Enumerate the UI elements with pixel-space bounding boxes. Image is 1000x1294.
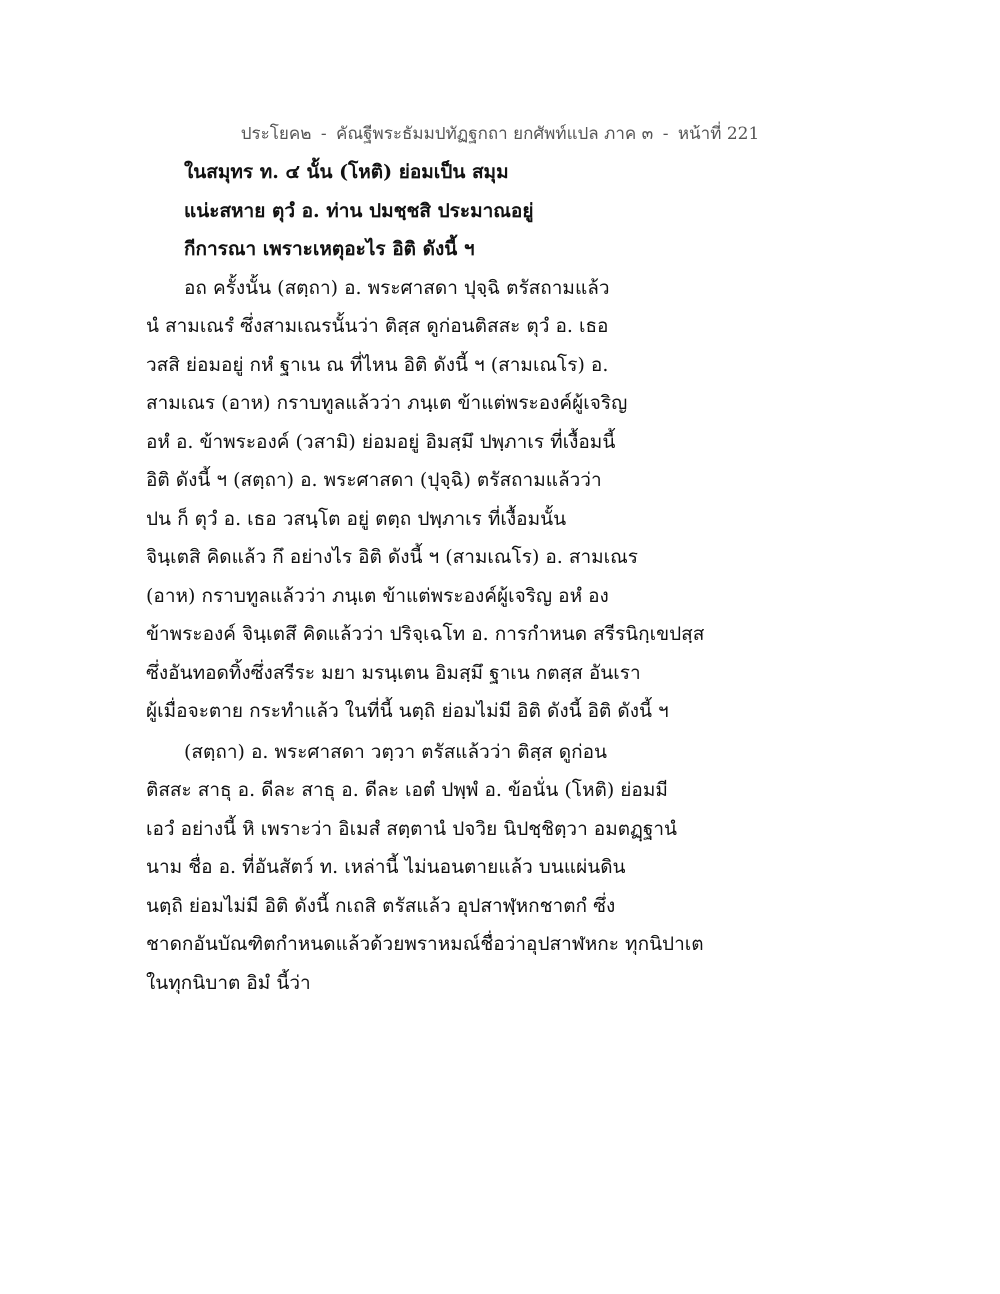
text-line: สามเณร (อาห) กราบทูลแล้วว่า ภนฺเต ข้าแต่พระองค์ผู้เจริญ <box>146 392 628 414</box>
text-line: ซึ่งอันทอดทิ้งซึ่งสรีระ มยา มรนฺเตน อิมสฺมึ ฐาเน กตสฺส อันเรา <box>146 661 641 684</box>
text-line: อิติ ดังนี้ ฯ (สตฺถา) อ. พระศาสดา (ปุจฺฉิ) ตรัสถามแล้วว่า <box>146 469 602 491</box>
header-title: คัณฐีพระธัมมปทัฏฐกถา ยกศัพท์แปล ภาค ๓ <box>336 124 654 144</box>
text-line: แน่ะสหาย ตุวํ อ. ท่าน ปมชฺชสิ ประมาณอยู่ <box>184 199 534 222</box>
text-line: วสสิ ย่อมอยู่ กหํ ฐาเน ณ ที่ไหน อิติ ดังนี้ ฯ (สามเณโร) อ. <box>146 353 609 376</box>
running-header <box>140 120 860 147</box>
text-line: นํ สามเณรํ ซึ่งสามเณรนั้นว่า ติสฺส ดูก่อนติสสะ ตุวํ อ. เธอ <box>146 315 609 337</box>
text-line: ชาดกอันบัณฑิตกำหนดแล้วด้วยพราหมณ์ชื่อว่าอุปสาฬหกะ ทุกนิปาเต <box>146 933 704 955</box>
text-line: นาม ชื่อ อ. ที่อันสัตว์ ท. เหล่านี้ ไม่นอนตายแล้ว บนแผ่นดิน <box>146 856 626 878</box>
text-line: นตฺถิ ย่อมไม่มี อิติ ดังนี้ กเถสิ ตรัสแล้ว อุปสาฬฺหกชาตกํ ซึ่ง <box>146 894 616 917</box>
paragraph-start-line: อถ ครั้งนั้น (สตฺถา) อ. พระศาสดา ปุจฺฉิ ตรัสถามแล้ว <box>184 276 610 299</box>
text-line: จินฺเตสิ คิดแล้ว กึ อย่างไร อิติ ดังนี้ ฯ (สามเณโร) อ. สามเณร <box>146 546 639 568</box>
text-line: (อาห) กราบทูลแล้วว่า ภนฺเต ข้าแต่พระองค์ผู้เจริญ อหํ อง <box>146 584 609 607</box>
paragraph-start-line: (สตฺถา) อ. พระศาสดา วตฺวา ตรัสแล้วว่า ติสฺส ดูก่อน <box>184 740 608 763</box>
header-separator: - <box>662 124 669 144</box>
header-series: ประโยค๒ <box>240 124 312 144</box>
header-separator: - <box>320 124 327 144</box>
text-line: ผู้เมื่อจะตาย กระทำแล้ว ในที่นี้ นตฺถิ ย่อมไม่มี อิติ ดังนี้ อิติ ดังนี้ ฯ <box>146 700 669 722</box>
text-line: ปน ก็ ตุวํ อ. เธอ วสนฺโต อยู่ ตตฺถ ปพฺภาเร ที่เงื้อมนั้น <box>146 507 567 530</box>
text-line: อหํ อ. ข้าพระองค์ (วสามิ) ย่อมอยู่ อิมสฺมึ ปพฺภาเร ที่เงื้อมนี้ <box>146 430 616 453</box>
body-text <box>146 153 866 1002</box>
text-line: ในสมุทร ท. ๔ นั้น (โหติ) ย่อมเป็น สมุม <box>184 161 509 183</box>
text-line: ในทุกนิบาต อิมํ นี้ว่า <box>146 971 311 994</box>
header-page-number: หน้าที่ 221 <box>677 124 760 144</box>
text-line: ติสสะ สาธุ อ. ดีละ สาธุ อ. ดีละ เอตํ ปพฺพํ อ. ข้อนั่น (โหติ) ย่อมมี <box>146 779 668 801</box>
text-line: ข้าพระองค์ จินฺเตสึ คิดแล้วว่า ปริจฺเฉโท อ. การกำหนด สรีรนิกฺเขปสฺส <box>146 623 705 645</box>
text-line: เอวํ อย่างนี้ หิ เพราะว่า อิเมสํ สตฺตานํ ปจวิย นิปชฺชิตฺวา อมตฏฺฐานํ <box>146 817 677 840</box>
text-line: กีการณา เพราะเหตุอะไร อิติ ดังนี้ ฯ <box>184 238 475 260</box>
